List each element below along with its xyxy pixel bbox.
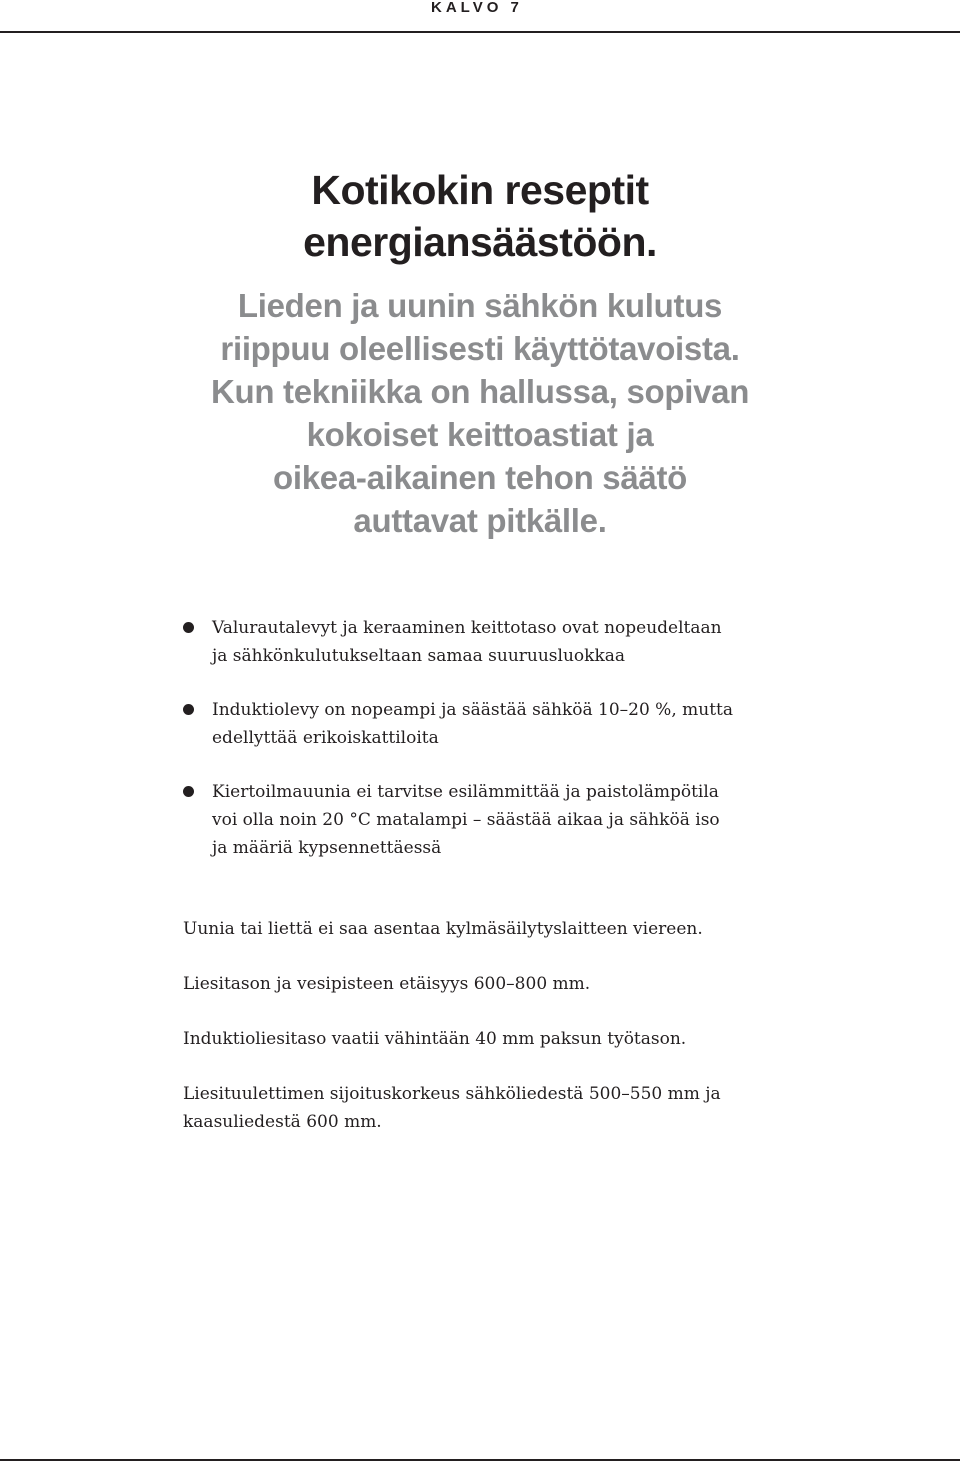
note-line: Uunia tai liettä ei saa asentaa kylmäsäilytyslaitteen viereen. xyxy=(183,919,703,939)
bullet-dot-icon xyxy=(183,786,194,797)
note-line: Liesitason ja vesipisteen etäisyys 600–800 mm. xyxy=(183,974,591,994)
bullet-list xyxy=(183,614,783,888)
bullet-item xyxy=(183,778,783,862)
note-paragraph xyxy=(183,1025,803,1053)
subtitle-line: auttavat pitkälle. xyxy=(353,502,607,539)
notes-section xyxy=(183,915,803,1163)
bottom-divider xyxy=(0,1459,960,1461)
note-paragraph xyxy=(183,970,803,998)
note-paragraph xyxy=(183,1080,803,1136)
bullet-line: ja sähkönkulutukseltaan samaa suuruusluokkaa xyxy=(212,646,626,666)
bullet-line: voi olla noin 20 °C matalampi – säästää aikaa ja sähköä iso xyxy=(212,810,720,830)
bullet-line: ja määriä kypsennettäessä xyxy=(212,838,442,858)
note-line: Liesituulettimen sijoituskorkeus sähköliedestä 500–550 mm ja xyxy=(183,1084,721,1104)
page-title xyxy=(0,164,960,268)
bullet-dot-icon xyxy=(183,704,194,715)
note-line: kaasuliedestä 600 mm. xyxy=(183,1112,382,1132)
title-line: Kotikokin reseptit xyxy=(311,167,649,213)
bullet-line: Valurautalevyt ja keraaminen keittotaso ovat nopeudeltaan xyxy=(212,618,722,638)
subtitle-line: riippuu oleellisesti käyttötavoista. xyxy=(220,330,740,367)
bullet-dot-icon xyxy=(183,622,194,633)
title-line: energiansäästöön. xyxy=(303,219,657,265)
bullet-line: edellyttää erikoiskattiloita xyxy=(212,728,439,748)
bullet-item xyxy=(183,696,783,752)
bullet-line: Kiertoilmauunia ei tarvitse esilämmittää ja paistolämpötila xyxy=(212,782,719,802)
subtitle-line: Kun tekniikka on hallussa, sopivan xyxy=(210,373,750,410)
subtitle-line: oikea-aikainen tehon säätö xyxy=(273,459,687,496)
slide-number-label: KALVO 7 xyxy=(431,0,523,16)
top-divider xyxy=(0,31,960,33)
bullet-line: Induktiolevy on nopeampi ja säästää sähköä 10–20 %, mutta xyxy=(212,700,734,720)
subtitle-line: kokoiset keittoastiat ja xyxy=(306,416,654,453)
subtitle xyxy=(0,284,960,542)
subtitle-line: Lieden ja uunin sähkön kulutus xyxy=(237,287,723,324)
note-line: Induktioliesitaso vaatii vähintään 40 mm paksun työtason. xyxy=(183,1029,687,1049)
note-paragraph xyxy=(183,915,803,943)
bullet-item xyxy=(183,614,783,670)
